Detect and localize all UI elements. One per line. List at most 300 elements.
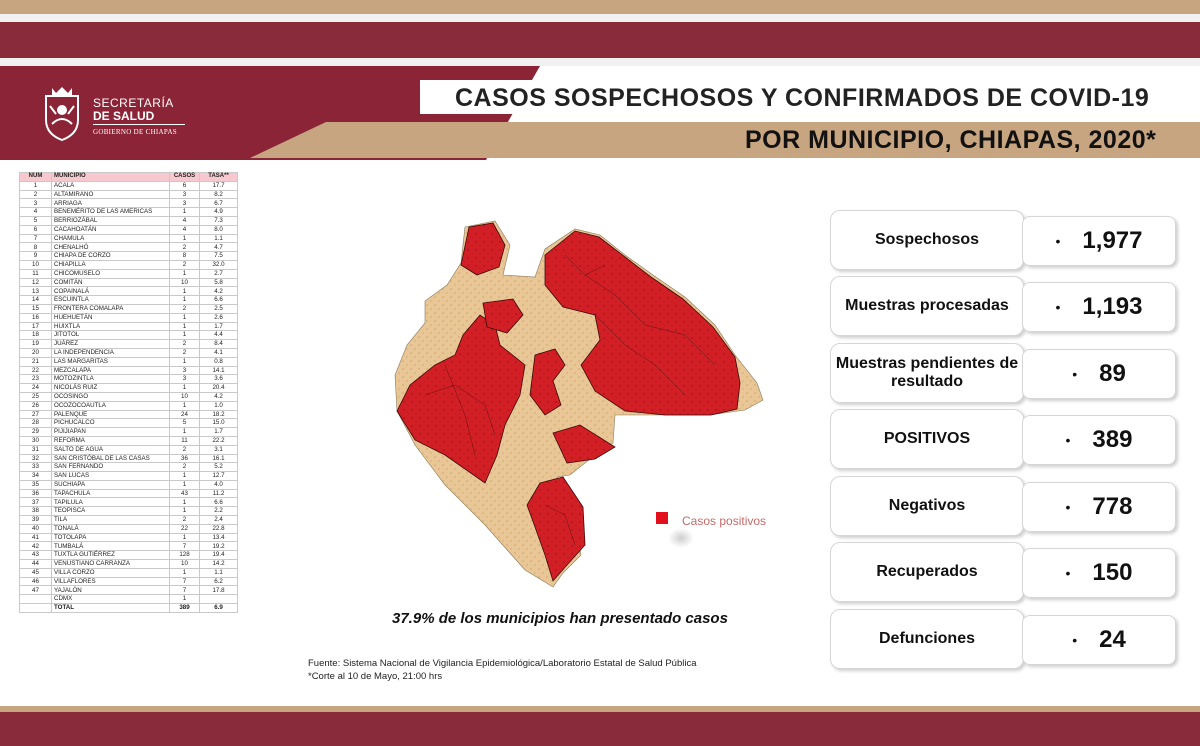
cell-casos: 1 <box>170 472 200 481</box>
cell-casos: 2 <box>170 516 200 525</box>
col-header-tasa: TASA** <box>200 173 238 182</box>
bullet-icon: • <box>1055 233 1061 249</box>
table-row <box>20 190 238 199</box>
page-header <box>0 66 1200 160</box>
bullet-icon: • <box>1065 499 1071 515</box>
bullet-icon: • <box>1065 565 1071 581</box>
cell-casos: 4 <box>170 216 200 225</box>
cell-num: 22 <box>20 366 52 375</box>
stat-row <box>830 343 1176 403</box>
chiapas-municipality-map <box>385 215 780 590</box>
table-row <box>20 454 238 463</box>
cell-municipio: TEOPISCA <box>52 507 170 516</box>
cell-num: 38 <box>20 507 52 516</box>
cell-num: 30 <box>20 436 52 445</box>
cell-num: 41 <box>20 533 52 542</box>
stat-label-box <box>830 343 1024 403</box>
cell-casos: 1 <box>170 595 200 604</box>
stat-value: 778 <box>1092 493 1133 520</box>
table-row <box>20 348 238 357</box>
cell-num: 7 <box>20 234 52 243</box>
stat-label: Sospechosos <box>874 231 980 248</box>
cell-municipio: CACAHOATÁN <box>52 225 170 234</box>
cell-tasa: 2.6 <box>200 313 238 322</box>
cell-municipio: ARRIAGA <box>52 199 170 208</box>
cell-tasa: 1.0 <box>200 401 238 410</box>
cell-municipio: VILLAFLORES <box>52 577 170 586</box>
cell-tasa: 16.1 <box>200 454 238 463</box>
cell-casos: 1 <box>170 269 200 278</box>
cell-casos: 8 <box>170 252 200 261</box>
cell-municipio: CHIAPA DE CORZO <box>52 252 170 261</box>
stat-row <box>830 609 1176 669</box>
cell-num: 13 <box>20 287 52 296</box>
table-total-row <box>20 604 238 613</box>
cell-municipio: TOTOLAPA <box>52 533 170 542</box>
cell-casos: 1 <box>170 384 200 393</box>
cell-num: 11 <box>20 269 52 278</box>
cell-municipio: ACALA <box>52 181 170 190</box>
bottom-maroon-band <box>0 712 1200 746</box>
cell-num: 6 <box>20 225 52 234</box>
top-stripe-2 <box>0 58 1200 66</box>
cell-municipio: CHICOMUSELO <box>52 269 170 278</box>
cell-tasa: 6.2 <box>200 577 238 586</box>
stat-label: Recuperados <box>876 563 978 580</box>
cell-num: 37 <box>20 498 52 507</box>
cell-casos: 6 <box>170 181 200 190</box>
cell-tasa: 3.1 <box>200 445 238 454</box>
table-row <box>20 366 238 375</box>
logo-text-line2: DE SALUD <box>93 109 155 123</box>
table-row <box>20 392 238 401</box>
table-row <box>20 524 238 533</box>
stat-value-box <box>1022 282 1176 332</box>
cell-casos: 128 <box>170 551 200 560</box>
cell-casos: 5 <box>170 419 200 428</box>
cell-casos: 2 <box>170 304 200 313</box>
table-row <box>20 577 238 586</box>
cell-tasa: 4.9 <box>200 208 238 217</box>
cell-casos: 1 <box>170 480 200 489</box>
cell-tasa: 14.2 <box>200 560 238 569</box>
cell-num: 28 <box>20 419 52 428</box>
cell-num: 17 <box>20 322 52 331</box>
cell-municipio: VENUSTIANO CARRANZA <box>52 560 170 569</box>
cell-tasa: 13.4 <box>200 533 238 542</box>
cell-tasa: 6.7 <box>200 199 238 208</box>
table-row <box>20 595 238 604</box>
cell-tasa: 2.7 <box>200 269 238 278</box>
logo-divider <box>93 124 185 125</box>
stat-value: 1,193 <box>1082 293 1143 320</box>
cell-num: 33 <box>20 463 52 472</box>
summary-text: 37.9% de los municipios han presentado casos <box>392 610 728 627</box>
stat-label-box <box>830 542 1024 602</box>
table-row <box>20 436 238 445</box>
cell-municipio: CHENALHÓ <box>52 243 170 252</box>
cell-tasa: 4.2 <box>200 392 238 401</box>
cell-num: 21 <box>20 357 52 366</box>
cell-num: 45 <box>20 568 52 577</box>
stat-label: Muestras procesadas <box>845 297 1009 314</box>
cell-num: 40 <box>20 524 52 533</box>
table-row <box>20 260 238 269</box>
cell-casos: 3 <box>170 199 200 208</box>
table-row <box>20 287 238 296</box>
cell-municipio: MEZCALAPA <box>52 366 170 375</box>
bullet-icon: • <box>1055 299 1061 315</box>
table-row <box>20 313 238 322</box>
total-cell-num <box>20 604 52 613</box>
cell-municipio: COMITÁN <box>52 278 170 287</box>
cell-municipio: PIJIJIAPAN <box>52 428 170 437</box>
col-header-casos: CASOS <box>170 173 200 182</box>
stat-value-box <box>1022 615 1176 665</box>
cell-num: 8 <box>20 243 52 252</box>
cell-num: 19 <box>20 340 52 349</box>
cell-num <box>20 595 52 604</box>
cell-tasa: 4.2 <box>200 287 238 296</box>
cell-casos: 1 <box>170 296 200 305</box>
cell-num: 31 <box>20 445 52 454</box>
cell-municipio: CHIAPILLA <box>52 260 170 269</box>
cell-tasa: 2.5 <box>200 304 238 313</box>
cell-municipio: REFORMA <box>52 436 170 445</box>
cell-tasa: 32.0 <box>200 260 238 269</box>
table-row <box>20 234 238 243</box>
cell-tasa: 7.3 <box>200 216 238 225</box>
cell-tasa: 8.0 <box>200 225 238 234</box>
cell-tasa: 22.8 <box>200 524 238 533</box>
cell-tasa: 14.1 <box>200 366 238 375</box>
cell-municipio: SAN LUCAS <box>52 472 170 481</box>
cell-tasa: 4.0 <box>200 480 238 489</box>
cell-casos: 1 <box>170 568 200 577</box>
table-row <box>20 181 238 190</box>
table-row <box>20 480 238 489</box>
cell-municipio: TAPACHULA <box>52 489 170 498</box>
cell-municipio: HUEHUETÁN <box>52 313 170 322</box>
table-row <box>20 252 238 261</box>
stat-label-box <box>830 609 1024 669</box>
cell-num: 5 <box>20 216 52 225</box>
cell-municipio: TONALÁ <box>52 524 170 533</box>
table-row <box>20 560 238 569</box>
cell-casos: 7 <box>170 586 200 595</box>
col-header-municipio: MUNICIPIO <box>52 173 170 182</box>
legend-label-positive: Casos positivos <box>682 514 767 528</box>
cell-num: 47 <box>20 586 52 595</box>
cell-casos: 1 <box>170 322 200 331</box>
table-row <box>20 551 238 560</box>
col-header-num: NUM <box>20 173 52 182</box>
cell-casos: 1 <box>170 401 200 410</box>
cell-municipio: LAS MARGARITAS <box>52 357 170 366</box>
source-note: Fuente: Sistema Nacional de Vigilancia Epidemiológica/Laboratorio Estatal de Salud Pública <box>308 658 697 669</box>
cell-casos: 22 <box>170 524 200 533</box>
stat-label: Muestras pendientes de resultado <box>835 355 1019 390</box>
cell-tasa: 6.6 <box>200 296 238 305</box>
table-row <box>20 199 238 208</box>
table-row <box>20 208 238 217</box>
cell-num: 42 <box>20 542 52 551</box>
table-row <box>20 340 238 349</box>
cell-tasa: 19.4 <box>200 551 238 560</box>
stat-label-box <box>830 210 1024 270</box>
cell-tasa: 11.2 <box>200 489 238 498</box>
cell-tasa: 4.4 <box>200 331 238 340</box>
municipality-table <box>19 172 238 613</box>
table-row <box>20 304 238 313</box>
cell-num: 15 <box>20 304 52 313</box>
table-row <box>20 410 238 419</box>
cell-tasa: 17.7 <box>200 181 238 190</box>
cell-num: 35 <box>20 480 52 489</box>
stat-label-box <box>830 476 1024 536</box>
stat-label: Defunciones <box>878 630 975 647</box>
legend-swatch-positive <box>656 512 668 524</box>
cell-num: 23 <box>20 375 52 384</box>
cell-casos: 7 <box>170 577 200 586</box>
table-row <box>20 296 238 305</box>
cell-casos: 1 <box>170 428 200 437</box>
total-cell-municipio: TOTAL <box>52 604 170 613</box>
cell-tasa: 20.4 <box>200 384 238 393</box>
stat-value-box <box>1022 216 1176 266</box>
cell-casos: 2 <box>170 445 200 454</box>
stat-label: POSITIVOS <box>883 430 971 447</box>
stat-value: 24 <box>1099 626 1126 653</box>
cell-municipio: NICOLÁS RUIZ <box>52 384 170 393</box>
table-row <box>20 322 238 331</box>
table-row <box>20 243 238 252</box>
secretaria-salud-emblem <box>40 84 84 142</box>
cell-tasa <box>200 595 238 604</box>
stat-value-box <box>1022 349 1176 399</box>
cell-municipio: BENEMÉRITO DE LAS AMERICAS <box>52 208 170 217</box>
table-row <box>20 533 238 542</box>
cell-casos: 36 <box>170 454 200 463</box>
stat-value-box <box>1022 548 1176 598</box>
cell-tasa: 15.0 <box>200 419 238 428</box>
cell-municipio: OCOZOCOAUTLA <box>52 401 170 410</box>
cell-municipio: CHAMULA <box>52 234 170 243</box>
cell-municipio: ESCUINTLA <box>52 296 170 305</box>
cell-tasa: 19.2 <box>200 542 238 551</box>
table-row <box>20 269 238 278</box>
cell-tasa: 1.1 <box>200 234 238 243</box>
cell-casos: 10 <box>170 278 200 287</box>
cell-casos: 24 <box>170 410 200 419</box>
cell-num: 39 <box>20 516 52 525</box>
legend-shadow <box>668 528 694 548</box>
cell-num: 44 <box>20 560 52 569</box>
table-row <box>20 216 238 225</box>
cell-tasa: 8.4 <box>200 340 238 349</box>
cell-casos: 1 <box>170 313 200 322</box>
page-subtitle: POR MUNICIPIO, CHIAPAS, 2020* <box>745 126 1157 154</box>
total-cell-casos: 389 <box>170 604 200 613</box>
table-header-row <box>20 173 238 182</box>
cell-municipio: SALTO DE AGUA <box>52 445 170 454</box>
cell-municipio: JITOTOL <box>52 331 170 340</box>
cell-num: 3 <box>20 199 52 208</box>
stat-value-box <box>1022 415 1176 465</box>
cell-municipio: PALENQUE <box>52 410 170 419</box>
cell-municipio: FRONTERA COMALAPA <box>52 304 170 313</box>
table-row <box>20 472 238 481</box>
cell-casos: 1 <box>170 498 200 507</box>
table-row <box>20 489 238 498</box>
table-row <box>20 445 238 454</box>
cell-tasa: 5.2 <box>200 463 238 472</box>
cell-num: 12 <box>20 278 52 287</box>
table-row <box>20 542 238 551</box>
cell-casos: 3 <box>170 375 200 384</box>
cell-num: 24 <box>20 384 52 393</box>
cell-num: 46 <box>20 577 52 586</box>
cell-tasa: 3.6 <box>200 375 238 384</box>
stat-row <box>830 476 1176 536</box>
cell-casos: 1 <box>170 287 200 296</box>
table-row <box>20 331 238 340</box>
cell-casos: 2 <box>170 348 200 357</box>
cell-municipio: SUCHIAPA <box>52 480 170 489</box>
table-row <box>20 419 238 428</box>
cell-num: 26 <box>20 401 52 410</box>
cell-casos: 1 <box>170 507 200 516</box>
cell-tasa: 22.2 <box>200 436 238 445</box>
bullet-icon: • <box>1072 632 1078 648</box>
total-cell-tasa: 6.9 <box>200 604 238 613</box>
stat-value: 1,977 <box>1082 227 1143 254</box>
cell-tasa: 4.1 <box>200 348 238 357</box>
cell-tasa: 1.7 <box>200 322 238 331</box>
cell-num: 34 <box>20 472 52 481</box>
stat-row <box>830 409 1176 469</box>
cell-municipio: OCOSINGO <box>52 392 170 401</box>
stat-label: Negativos <box>888 497 966 514</box>
cell-casos: 11 <box>170 436 200 445</box>
cell-casos: 2 <box>170 243 200 252</box>
stat-row <box>830 276 1176 336</box>
cell-casos: 1 <box>170 234 200 243</box>
cell-municipio: TUMBALÁ <box>52 542 170 551</box>
table-row <box>20 375 238 384</box>
cell-municipio: JUÁREZ <box>52 340 170 349</box>
table-row <box>20 278 238 287</box>
table-row <box>20 568 238 577</box>
bullet-icon: • <box>1072 366 1078 382</box>
cell-casos: 7 <box>170 542 200 551</box>
cutoff-note: *Corte al 10 de Mayo, 21:00 hrs <box>308 671 443 682</box>
cell-casos: 2 <box>170 463 200 472</box>
cell-num: 29 <box>20 428 52 437</box>
cell-casos: 1 <box>170 208 200 217</box>
logo-text-line1: SECRETARÍA <box>93 96 174 110</box>
cell-municipio: COPAINALÁ <box>52 287 170 296</box>
cell-tasa: 4.7 <box>200 243 238 252</box>
cell-casos: 3 <box>170 366 200 375</box>
cell-num: 32 <box>20 454 52 463</box>
logo-text-line3: GOBIERNO DE CHIAPAS <box>93 128 178 136</box>
cell-num: 27 <box>20 410 52 419</box>
table-row <box>20 428 238 437</box>
cell-municipio: TAPILULA <box>52 498 170 507</box>
cell-municipio: ALTAMIRANO <box>52 190 170 199</box>
cell-num: 10 <box>20 260 52 269</box>
cell-tasa: 2.4 <box>200 516 238 525</box>
stat-row <box>830 542 1176 602</box>
cell-tasa: 7.5 <box>200 252 238 261</box>
stat-value: 389 <box>1092 426 1133 453</box>
cell-municipio: HUIXTLA <box>52 322 170 331</box>
cell-municipio: PICHUCALCO <box>52 419 170 428</box>
table-row <box>20 498 238 507</box>
cell-casos: 1 <box>170 533 200 542</box>
cell-casos: 2 <box>170 340 200 349</box>
table-row <box>20 507 238 516</box>
cell-num: 4 <box>20 208 52 217</box>
cell-tasa: 1.7 <box>200 428 238 437</box>
cell-casos: 43 <box>170 489 200 498</box>
table-row <box>20 463 238 472</box>
cell-num: 14 <box>20 296 52 305</box>
table-row <box>20 516 238 525</box>
cell-num: 43 <box>20 551 52 560</box>
cell-tasa: 12.7 <box>200 472 238 481</box>
page-title: CASOS SOSPECHOSOS Y CONFIRMADOS DE COVID-19 <box>455 84 1150 112</box>
cell-tasa: 2.2 <box>200 507 238 516</box>
cell-tasa: 17.8 <box>200 586 238 595</box>
cell-casos: 4 <box>170 225 200 234</box>
cell-num: 25 <box>20 392 52 401</box>
stat-label-box <box>830 276 1024 336</box>
cell-municipio: SAN FERNANDO <box>52 463 170 472</box>
cell-casos: 1 <box>170 331 200 340</box>
cell-num: 16 <box>20 313 52 322</box>
cell-municipio: BERRIOZÁBAL <box>52 216 170 225</box>
cell-num: 18 <box>20 331 52 340</box>
cell-municipio: TUXTLA GUTIÉRREZ <box>52 551 170 560</box>
cell-tasa: 5.8 <box>200 278 238 287</box>
cell-tasa: 0.8 <box>200 357 238 366</box>
cell-municipio: MOTOZINTLA <box>52 375 170 384</box>
cell-tasa: 8.2 <box>200 190 238 199</box>
cell-num: 20 <box>20 348 52 357</box>
top-stripe <box>0 14 1200 22</box>
cell-tasa: 18.2 <box>200 410 238 419</box>
cell-municipio: LA INDEPENDENCIA <box>52 348 170 357</box>
cell-municipio: CDMX <box>52 595 170 604</box>
cell-casos: 10 <box>170 560 200 569</box>
table-row <box>20 225 238 234</box>
table-row <box>20 586 238 595</box>
cell-num: 9 <box>20 252 52 261</box>
table-row <box>20 357 238 366</box>
bullet-icon: • <box>1065 432 1071 448</box>
cell-casos: 3 <box>170 190 200 199</box>
top-tan-band <box>0 0 1200 14</box>
cell-casos: 1 <box>170 357 200 366</box>
cell-casos: 10 <box>170 392 200 401</box>
cell-tasa: 6.6 <box>200 498 238 507</box>
cell-municipio: YAJALÓN <box>52 586 170 595</box>
table-row <box>20 401 238 410</box>
table-row <box>20 384 238 393</box>
stat-value-box <box>1022 482 1176 532</box>
